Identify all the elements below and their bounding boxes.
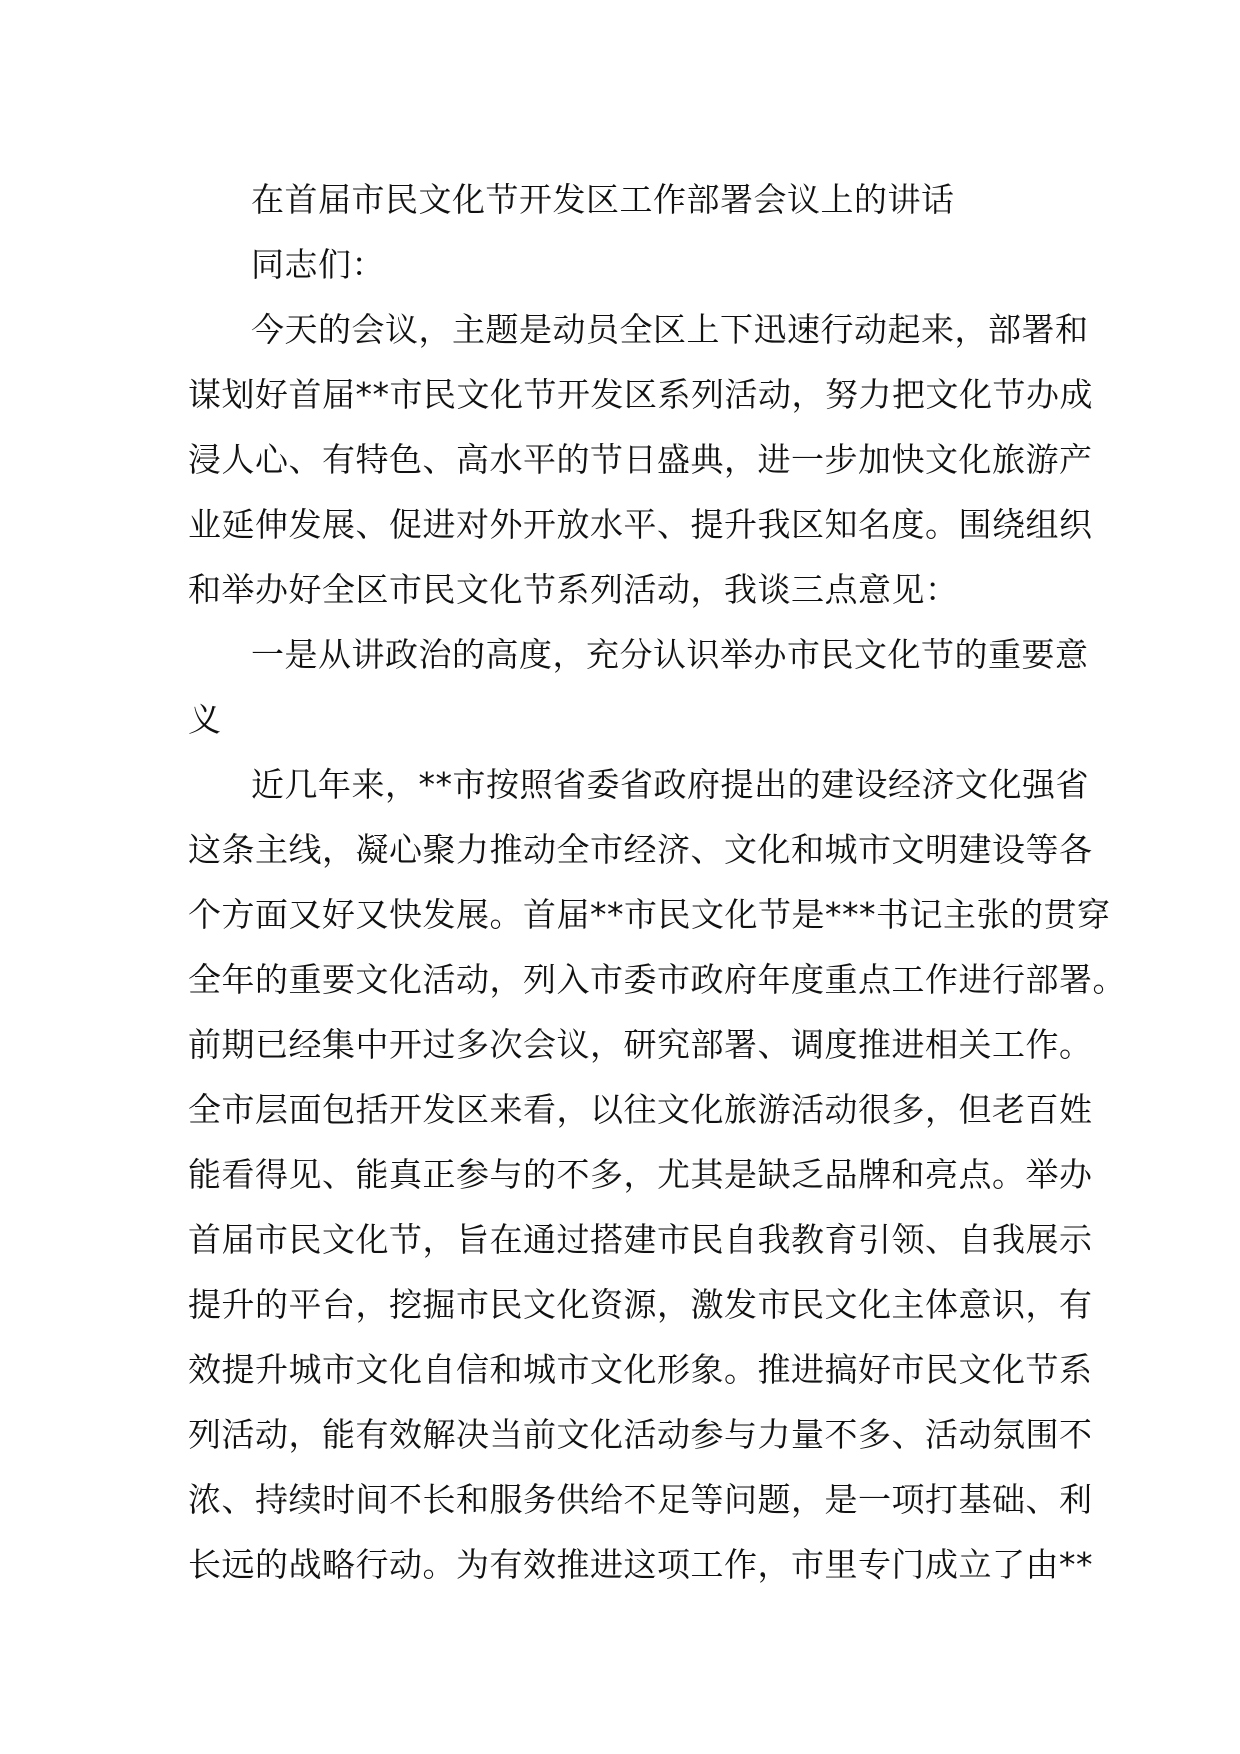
- paragraph-line: 全市层面包括开发区来看，以往文化旅游活动很多，但老百姓: [188, 1090, 1093, 1129]
- paragraph-section-1: [188, 752, 1126, 1597]
- paragraph-line: 全年的重要文化活动，列入市委市政府年度重点工作进行部署。: [188, 960, 1126, 999]
- document-body: [188, 167, 1126, 1597]
- paragraph-line: 浸人心、有特色、高水平的节日盛典，进一步加快文化旅游产: [188, 440, 1093, 479]
- paragraph-line: 长远的战略行动。为有效推进这项工作，市里专门成立了由**: [188, 1545, 1093, 1584]
- paragraph-line: 浓、持续时间不长和服务供给不足等问题，是一项打基础、利: [188, 1480, 1093, 1519]
- paragraph-opening: [188, 297, 1093, 622]
- paragraph-line: 首届市民文化节，旨在通过搭建市民自我教育引领、自我展示: [188, 1220, 1093, 1259]
- document-title: 在首届市民文化节开发区工作部署会议上的讲话: [251, 180, 955, 219]
- paragraph-line: 谋划好首届**市民文化节开发区系列活动，努力把文化节办成: [188, 375, 1093, 414]
- heading-line: 义: [188, 700, 222, 739]
- paragraph-line: 前期已经集中开过多次会议，研究部署、调度推进相关工作。: [188, 1025, 1093, 1064]
- paragraph-line: 这条主线，凝心聚力推动全市经济、文化和城市文明建设等各: [188, 830, 1093, 869]
- paragraph-line: 业延伸发展、促进对外开放水平、提升我区知名度。围绕组织: [188, 505, 1093, 544]
- paragraph-line: 列活动，能有效解决当前文化活动参与力量不多、活动氛围不: [188, 1415, 1093, 1454]
- section-heading-1: [188, 622, 1089, 752]
- paragraph-line: 能看得见、能真正参与的不多，尤其是缺乏品牌和亮点。举办: [188, 1155, 1093, 1194]
- heading-line: 一是从讲政治的高度，充分认识举办市民文化节的重要意: [251, 635, 1089, 674]
- paragraph-line: 提升的平台，挖掘市民文化资源，激发市民文化主体意识，有: [188, 1285, 1093, 1324]
- paragraph-line: 个方面又好又快发展。首届**市民文化节是***书记主张的贯穿: [188, 895, 1111, 934]
- paragraph-line: 近几年来，**市按照省委省政府提出的建设经济文化强省: [251, 765, 1089, 804]
- paragraph-line: 和举办好全区市民文化节系列活动，我谈三点意见：: [188, 570, 959, 609]
- salutation: 同志们：: [251, 245, 385, 284]
- paragraph-line: 今天的会议，主题是动员全区上下迅速行动起来，部署和: [251, 310, 1089, 349]
- paragraph-line: 效提升城市文化自信和城市文化形象。推进搞好市民文化节系: [188, 1350, 1093, 1389]
